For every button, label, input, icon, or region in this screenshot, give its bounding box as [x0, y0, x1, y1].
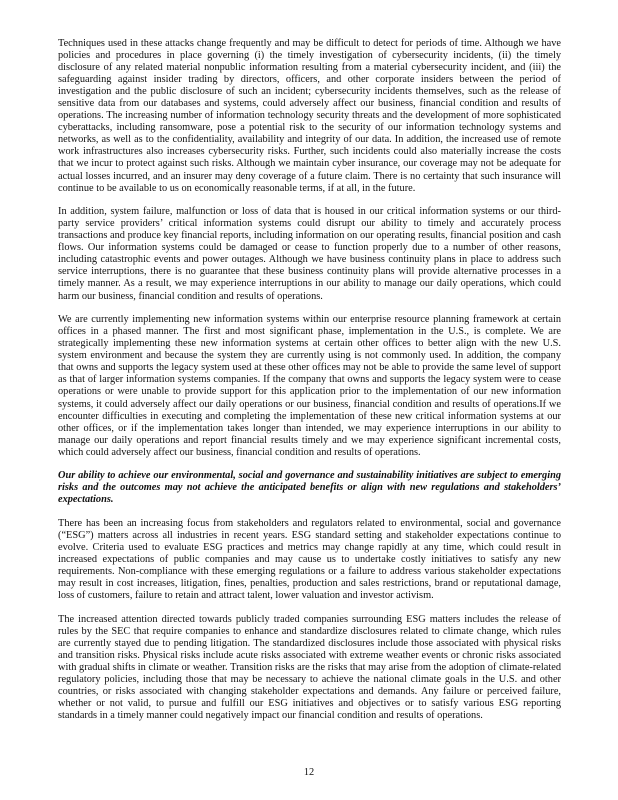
- paragraph-cybersecurity-attacks: Techniques used in these attacks change frequently and may be difficult to detect for periods of time. Although we have policies and procedures in place governing (i) the timely investigation of cybersecurity incidents, (ii) the timely disclosure of any related material nonpublic information resulting from a material cybersecurity incident, and (iii) the safeguarding against insider trading by directors, officers, and other corporate insiders between the period of investigation and the public disclosure of such an incident; cybersecurity incidents themselves, such as the release of sensitive data from our databases and systems, could adversely affect our business, financial condition and results of operations. The increasing number of information technology security threats and the development of more sophisticated cyberattacks, including ransomware, pose a potential risk to the security of our information technology systems and networks, as well as to the confidentiality, availability and integrity of our data. In addition, the increased use of remote work infrastructures also increases cybersecurity risks. Further, such incidents could also materially increase the costs that we incur to protect against such risks. Although we maintain cyber insurance, our coverage may not be adequate for actual losses incurred, and an insurer may deny coverage of a future claim. There is no certainty that such insurance will continue to be available to us on economically reasonable terms, if at all, in the future.: [58, 38, 561, 194]
- paragraph-system-failure: In addition, system failure, malfunction or loss of data that is housed in our critical information systems or our third-party service providers’ critical information systems could disrupt our ability to timely and accurately process transactions and produce key financial reports, including information on our operating results, financial position and cash flows. Our information systems could be damaged or cease to function properly due to a number of other reasons, including catastrophic events and power outages. Although we have business continuity plans in place to address such service interruptions, there is no guarantee that these business continuity plans will provide alternative processes in a timely manner. As a result, we may experience interruptions in our ability to manage our daily operations, which could harm our business, financial condition and results of operations.: [58, 206, 561, 302]
- paragraph-esg-focus: There has been an increasing focus from stakeholders and regulators related to environmental, social and governance (“ESG”) matters across all industries in recent years. ESG standard setting and stakeholder expectations continue to evolve. Criteria used to evaluate ESG practices and metrics may change rapidly at any time, which could result in increased expectations of public companies and may cause us to undertake costly initiatives to satisfy any new requirements. Non-compliance with these emerging regulations or a failure to address various stakeholder expectations may result in cost increases, litigation, fines, penalties, production and sales restrictions, brand or reputational damage, loss of customers, failure to retain and attract talent, lower valuation and investor activism.: [58, 518, 561, 602]
- section-heading-esg-risks: Our ability to achieve our environmental, social and governance and sustainability initiatives are subject to emerging risks and the outcomes may not achieve the anticipated benefits or align with new regulations and stakeholders’ expectations.: [58, 470, 561, 506]
- paragraph-erp-implementation: We are currently implementing new information systems within our enterprise resource planning framework at certain offices in a phased manner. The first and most significant phase, implementation in the U.S., is complete. We are strategically implementing these new information systems at certain other offices to better align with the new U.S. system environment and because the system they are currently using is not commonly used. In addition, the company that owns and supports the legacy system used at these other offices may not be able to provide the same level of support as that of larger information systems companies. If the company that owns and supports the legacy system were to cease operations or were unable to provide support for this application prior to the implementation of our new information systems, it could adversely affect our daily operations or our business, financial condition and results of operations.If we encounter difficulties in executing and completing the implementation of these new critical information systems at our other offices, or if the implementation takes longer than intended, we may experience interruptions in our ability to manage our daily operations and report financial results timely and we may experience significant incremental costs, which could adversely affect our business, financial condition and results of operations.: [58, 314, 561, 458]
- document-page: [58, 38, 561, 734]
- paragraph-sec-climate-rules: The increased attention directed towards publicly traded companies surrounding ESG matters includes the release of rules by the SEC that require companies to enhance and standardize disclosures related to climate change, which rules are currently stayed due to pending litigation. The standardized disclosures include those associated with physical risks and transition risks. Physical risks include acute risks associated with extreme weather events or chronic risks associated with gradual shifts in climate or weather. Transition risks are the risks that may arise from the adoption of climate-related regulatory policies, including those that may be necessary to achieve the national climate goals in the U.S. and other countries, or risks associated with changing stakeholder expectations and demands. Any failure or perceived failure, whether or not valid, to pursue and fulfill our ESG initiatives and objectives or to satisfy various ESG reporting standards in a timely manner could negatively impact our financial condition and results of operations.: [58, 613, 561, 722]
- page-number: 12: [303, 767, 315, 778]
